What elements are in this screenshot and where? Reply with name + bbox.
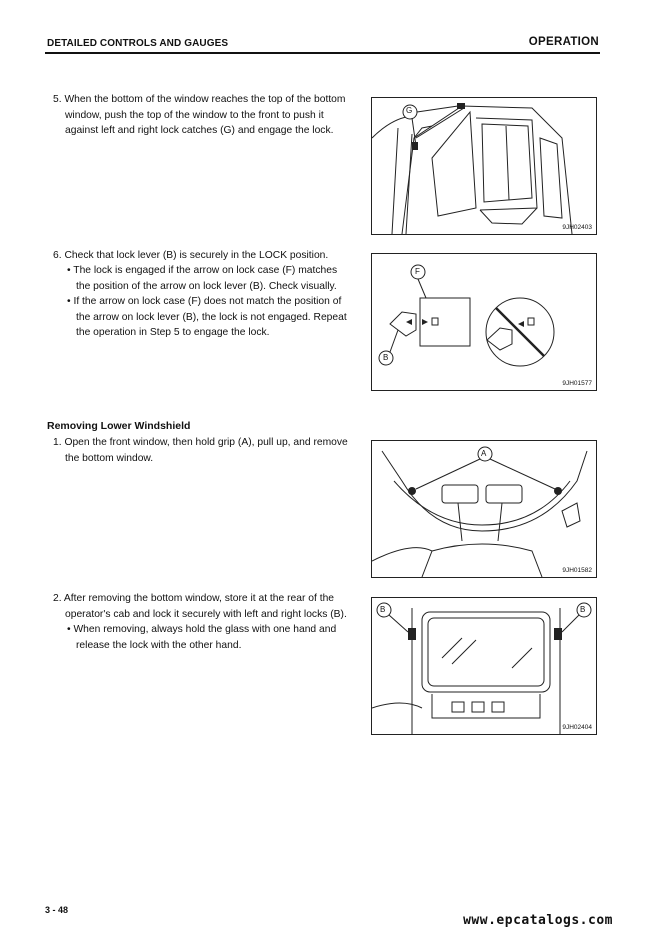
text-line: against left and right lock catches (G) and engage the lock.	[65, 125, 334, 136]
figure-grip-handles	[371, 440, 597, 578]
callout-b-left: B	[380, 605, 386, 614]
figure-lock-lever-position	[371, 253, 597, 391]
text-line: window, push the top of the window to the front to push it	[65, 109, 324, 121]
text-line: the bottom window.	[65, 452, 154, 464]
callout-g: G	[406, 106, 413, 115]
callout-b-right: B	[580, 605, 586, 614]
stored-window-illustration	[372, 598, 596, 734]
watermark-text: www.epcatalogs.com	[463, 913, 613, 928]
header-rule	[45, 52, 600, 54]
callout-a: A	[481, 449, 487, 458]
figure-stored-window	[371, 597, 597, 735]
text-line: 6. Check that lock lever (B) is securely in the LOCK position.	[53, 250, 329, 261]
step-6-bullet-2	[67, 294, 365, 341]
figure-code: 9JH01582	[562, 567, 592, 574]
callout-f: F	[415, 267, 420, 276]
remove-step-1-text	[53, 435, 365, 466]
page-number: 3 - 48	[45, 905, 69, 915]
figure-window-lock-catch	[371, 97, 597, 235]
text-line: 2. After removing the bottom window, store it at the rear of the	[53, 593, 335, 604]
step-6-text	[53, 248, 365, 264]
callout-b: B	[383, 353, 389, 362]
chapter-header: OPERATION	[528, 36, 599, 48]
grip-handles-illustration	[372, 441, 596, 577]
step-6-bullet-1	[67, 263, 365, 294]
figure-code: 9JH01577	[562, 380, 592, 387]
text-line: 5. When the bottom of the window reaches the top of the bottom	[53, 94, 346, 105]
lock-lever-illustration	[372, 254, 596, 390]
text-line: • The lock is engaged if the arrow on lock case (F) matches	[67, 265, 338, 276]
remove-step-2-bullet-1	[67, 622, 365, 653]
section-title: Removing Lower Windshield	[47, 420, 191, 432]
window-lock-illustration	[372, 98, 596, 234]
figure-code: 9JH02404	[562, 724, 592, 731]
step-5-text	[53, 92, 365, 139]
text-line: the operation in Step 5 to engage the lock.	[76, 327, 270, 338]
text-line: 1. Open the front window, then hold grip (A), pull up, and remove	[53, 437, 348, 448]
remove-step-2-text	[53, 591, 365, 622]
text-line: release the lock with the other hand.	[76, 639, 242, 651]
text-line: the position of the arrow on lock lever (B). Check visually.	[76, 280, 337, 292]
figure-code: 9JH02403	[562, 224, 592, 231]
text-line: the arrow on lock lever (B), the lock is not engaged. Repeat	[76, 311, 347, 323]
section-header: DETAILED CONTROLS AND GAUGES	[47, 38, 229, 49]
text-line: • If the arrow on lock case (F) does not match the position of	[67, 296, 342, 307]
text-line: operator's cab and lock it securely with left and right locks (B).	[65, 608, 347, 620]
text-line: • When removing, always hold the glass with one hand and	[67, 624, 337, 635]
